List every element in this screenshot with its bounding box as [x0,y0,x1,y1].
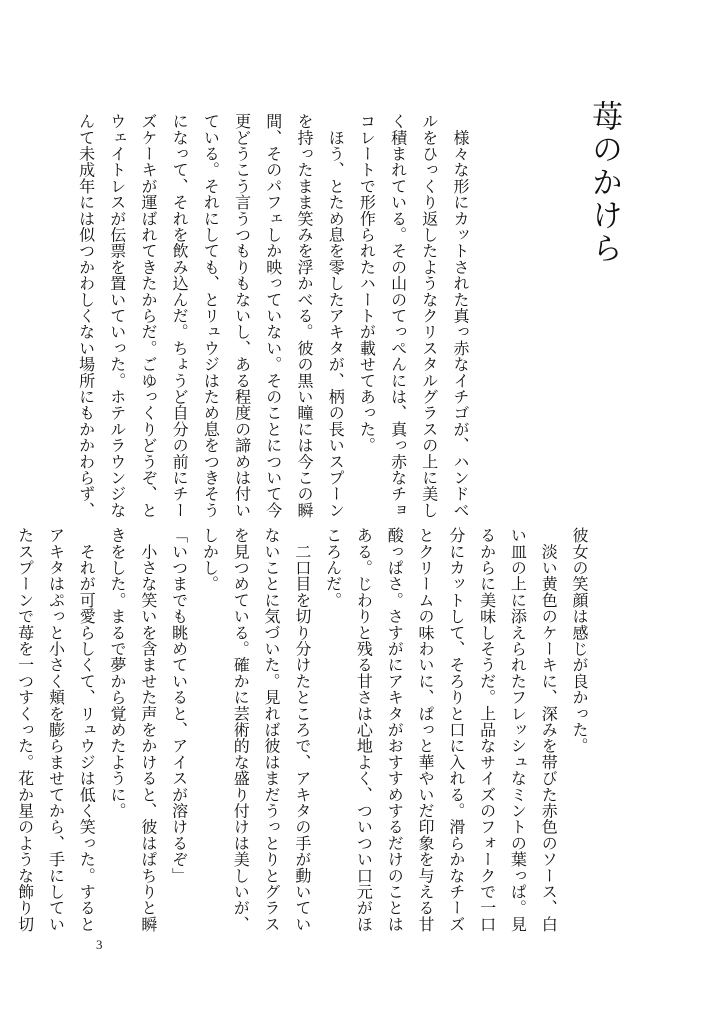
text-line: コレートで形作られたハートが載せてあった。 [357,113,377,454]
text-block-upper [76,113,476,518]
text-line: く積まれている。その山のてっぺんには、真っ赤なチョ [388,113,408,518]
page-number: 3 [96,937,103,952]
text-line: しかし。 [200,527,220,592]
text-line: ないことに気づいた。見れば彼はまだうっとりとグラス [262,527,282,932]
text-line: アキタはぷっと小さく頬を膨らませてから、手にしてい [46,527,66,932]
text-line: い皿の上に添えられたフレッシュなミントの葉っぱ。見 [508,527,528,932]
text-line: 小さな笑いを含ませた声をかけると、彼はぱちりと瞬 [138,527,158,932]
text-line: ウェイトレスが伝票を置いていった。ホテルラウンジな [107,113,127,518]
text-line: とクリームの味わいに、ぱっと華やいだ印象を与える甘 [416,527,436,932]
text-line: 間、そのパフェしか映っていない。そのことについて今 [263,113,283,518]
text-line: を持ったまま笑みを浮かべる。彼の黒い瞳には今この瞬 [294,113,314,518]
text-line: 二口目を切り分けたところで、アキタの手が動いてい [292,527,312,932]
text-line: 「いつまでも眺めていると、アイスが溶けるぞ」 [169,527,189,884]
text-line: んて未成年には似つかわしくない場所にもかかわらず、 [76,113,96,518]
text-line: 分にカットして、そろりと口に入れる。滑らかなチーズ [446,527,466,932]
text-line: ころんだ。 [323,527,343,608]
text-line: ほう、とため息を零したアキタが、柄の長いスプーン [326,113,346,518]
text-line: たスプーンで苺を一つすくった。花か星のような飾り切 [15,527,35,932]
text-line: 酸っぱさ。さすがにアキタがおすすめするだけのことは [385,527,405,932]
text-line: 様々な形にカットされた真っ赤なイチゴが、ハンドベ [451,113,470,518]
text-line: きをした。まるで夢から覚めたように。 [108,527,128,819]
text-line: ている。それにしても、とリュウジはため息をつきそう [201,113,221,518]
text-block-lower [15,527,594,932]
text-line: 彼女の笑顔は感じが良かった。 [570,527,589,754]
text-line: るからに美味しそうだ。上品なサイズのフォークで一口 [477,527,497,932]
text-line: ある。じわりと残る甘さは心地よく、ついつい口元がほ [354,527,374,932]
text-line: になって、それを飲み込んだ。ちょうど自分の前にチー [170,113,190,518]
text-line: それが可愛らしくて、リュウジは低く笑った。すると [77,527,97,932]
text-line: 淡い黄色のケーキに、深みを帯びた赤色のソース、白 [539,527,559,932]
text-line: 更どうこう言うつもりもないし、ある程度の諦めは付い [232,113,252,518]
text-line: ズケーキが運ばれてきたからだ。ごゆっくりどうぞ、と [138,113,158,518]
story-title: 苺のかけら [586,100,622,265]
text-line: を見つめている。確かに芸術的な盛り付けは美しいが、 [231,527,251,932]
text-line: ルをひっくり返したようなクリスタルグラスの上に美し [419,113,439,518]
